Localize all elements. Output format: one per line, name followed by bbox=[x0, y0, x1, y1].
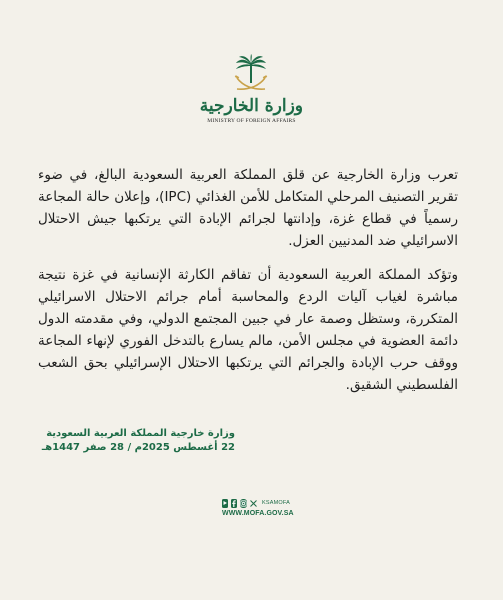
website-link[interactable]: WWW.MOFA.GOV.SA bbox=[222, 510, 294, 517]
social-handle: KSAMOFA bbox=[262, 500, 290, 506]
x-icon[interactable] bbox=[250, 499, 257, 508]
issuer-name: وزارة خارجية المملكة العربية السعودية bbox=[46, 428, 235, 439]
youtube-icon[interactable] bbox=[222, 499, 228, 508]
statement-date: 22 أغسطس 2025م / 28 صفر 1447هـ bbox=[41, 442, 235, 453]
social-links bbox=[222, 498, 290, 508]
footer bbox=[222, 498, 294, 517]
instagram-icon[interactable] bbox=[240, 499, 247, 508]
saudi-emblem-icon bbox=[231, 54, 271, 96]
statement-paragraph-1: تعرب وزارة الخارجية عن قلق المملكة العربية السعودية البالغ، في ضوء تقرير التصنيف المرحلي المتكامل للأمن الغذائي (IPC)، وإعلان حالة المجاعة رسمياً في قطاع غزة، وإدانتها لجرائم الإبادة التي يرتكبها جيش الاحتلال الاسرائيلي ضد المدنيين العزل. bbox=[38, 167, 458, 249]
facebook-icon[interactable] bbox=[231, 499, 237, 508]
ministry-name-english: MINISTRY OF FOREIGN AFFAIRS bbox=[207, 118, 296, 124]
ministry-name-arabic: وزارة الخارجية bbox=[199, 96, 303, 116]
statement-paragraph-2: وتؤكد المملكة العربية السعودية أن تفاقم الكارثة الإنسانية في غزة نتيجة مباشرة لغياب آليات الردع والمحاسبة أمام جرائم الاحتلال الاسرائيلي المتكررة، وستظل وصمة عار في جبين المجتمع الدولي، وفي مقدمته الدول دائمة العضوية في مجلس الأمن، مالم يسارع بالتدخل الفوري لإنهاء المجاعة ووقف حرب الإبادة والجرائم التي يرتكبها الاحتلال الإسرائيلي بحق الشعب الفلسطيني الشقيق. bbox=[38, 267, 458, 393]
